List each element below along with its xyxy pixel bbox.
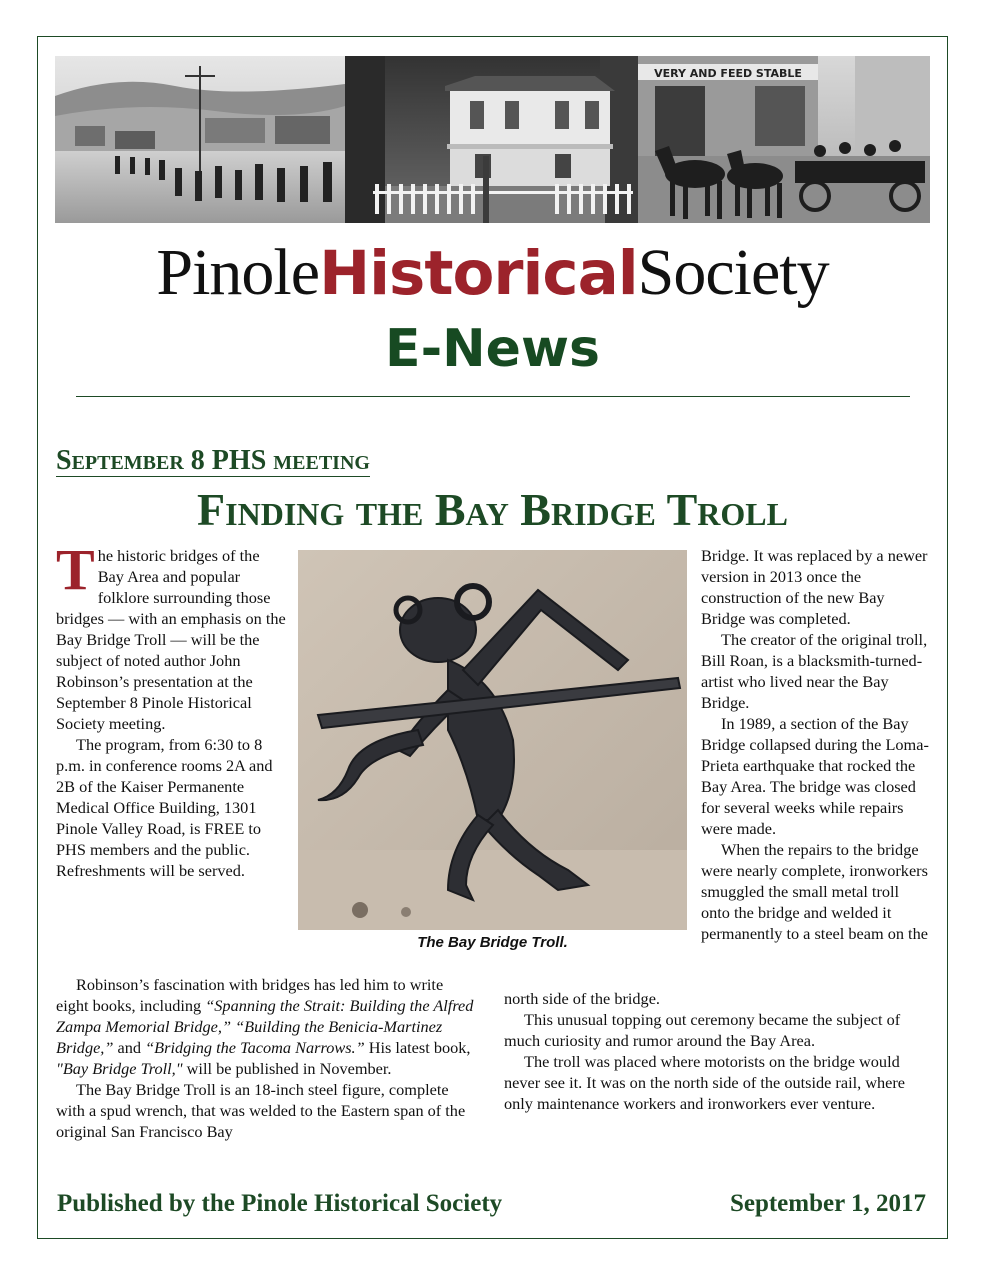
photo-caption: The Bay Bridge Troll.	[417, 934, 568, 951]
stable-sign-text: VERY AND FEED STABLE	[654, 67, 802, 80]
footer-publisher: Published by the Pinole Historical Society	[57, 1190, 503, 1217]
troll-description-paragraph: The Bay Bridge Troll is an 18-inch steel figure, complete with a spud wrench, that was welded to the Eastern span of the original San Francisco Bay	[56, 1080, 466, 1141]
masthead-word-historical: Historical	[319, 238, 638, 309]
book-title-tacoma: “Bridging the Tacoma Narrows.”	[145, 1038, 365, 1057]
program-paragraph: The program, from 6:30 to 8 p.m. in conference rooms 2A and 2B of the Kaiser Permanente Medical Office Building, 1301 Pinole Valley Road, is FREE to PHS members and the public. Refreshments will be served.	[56, 735, 273, 880]
article-headline: Finding the Bay Bridge Troll	[197, 484, 788, 535]
masthead-word-pinole: Pinole	[156, 236, 320, 309]
ceremony-paragraph: This unusual topping out ceremony became the subject of much curiosity and rumor around the Bay Area.	[504, 1010, 901, 1050]
victorian-house-photo	[345, 56, 638, 223]
drop-cap: T	[56, 537, 95, 602]
enews-title: E-News	[385, 319, 600, 379]
street-procession-photo	[55, 56, 345, 223]
smuggled-paragraph: When the repairs to the bridge were nearly complete, ironworkers smuggled the small metal troll onto the bridge and welded it permanently to a steel beam on the	[701, 840, 928, 943]
article-column-1	[56, 537, 288, 881]
troll-photo	[298, 550, 687, 930]
book-title-troll: "Bay Bridge Troll,"	[56, 1059, 183, 1078]
creator-paragraph: The creator of the original troll, Bill Roan, is a blacksmith-turned-artist who lived near the Bay Bridge.	[701, 630, 928, 712]
header-photo-banner	[55, 56, 930, 223]
bridge-replaced-paragraph: Bridge. It was replaced by a newer version in 2013 once the construction of the new Bay Bridge was completed.	[701, 546, 928, 628]
north-side-paragraph: north side of the bridge.	[504, 989, 660, 1008]
horse-wagon-stable-photo	[638, 56, 930, 223]
placement-paragraph: The troll was placed where motorists on the bridge would never see it. It was on the north side of the outside rail, where only maintenance workers and ironworkers ever venture.	[504, 1052, 906, 1113]
article-column-3	[701, 545, 929, 944]
intro-text: he historic bridges of the Bay Area and popular folklore surrounding those bridges — with an emphasis on the Bay Bridge Troll — will be the subject of noted author John Robinson’s presentation at the September 8 Pinole Historical Society meeting.	[56, 546, 286, 733]
book-titles: “Spanning the Strait: Building the Alfred Zampa Memorial Bridge,” “Building the Benicia-Martinez Bridge,”	[56, 996, 474, 1057]
footer-date: September 1, 2017	[729, 1190, 926, 1217]
masthead-word-society: Society	[637, 236, 829, 309]
article-bottom-left	[56, 974, 476, 1142]
earthquake-paragraph: In 1989, a section of the Bay Bridge collapsed during the Loma-Prieta earthquake that rocked the Bay Area. The bridge was closed for several weeks while repairs were made.	[701, 714, 929, 838]
society-masthead	[55, 238, 930, 309]
article-bottom-right	[504, 988, 929, 1114]
article-kicker: September 8 PHS meeting	[56, 445, 370, 476]
books-paragraph: Robinson’s fascination with bridges has led him to write eight books, including “Spanning the Strait: Building the Alfred Zampa Memorial Bridge,” “Building the Benicia-Martinez Bridge,” and “Bridging the Tacoma Narrows.” His latest book, "Bay Bridge Troll," will be published in November.	[56, 975, 474, 1078]
intro-paragraph	[56, 537, 288, 734]
masthead-divider	[76, 396, 910, 397]
